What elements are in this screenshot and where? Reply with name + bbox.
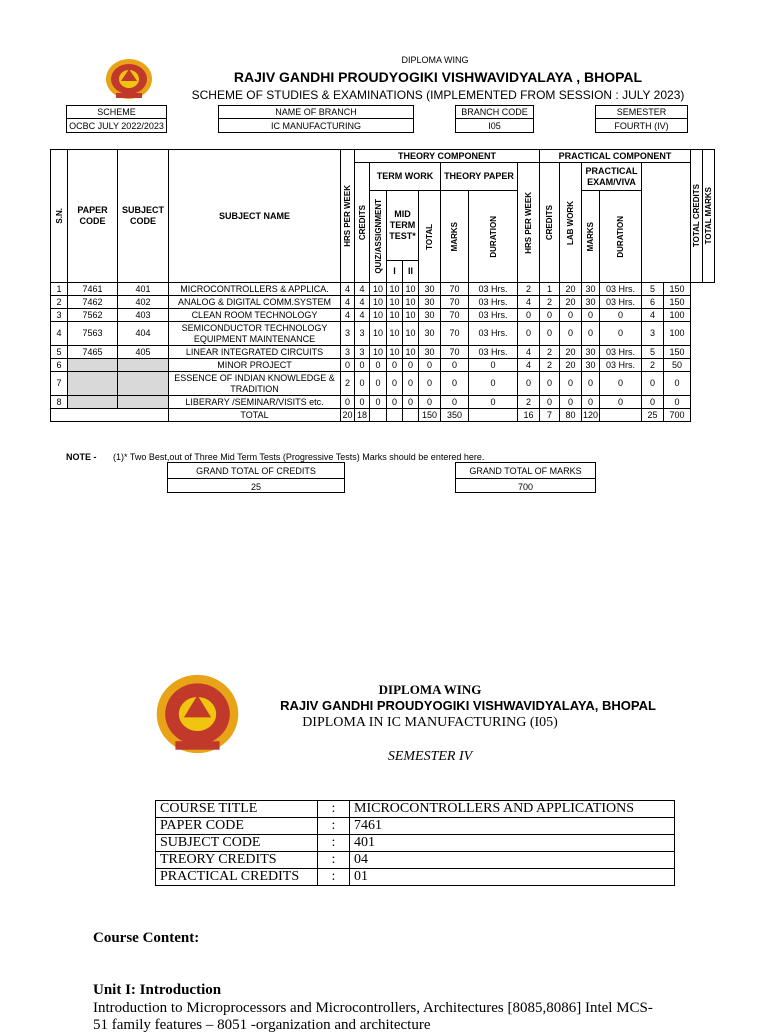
table-cell: 8 bbox=[51, 396, 68, 409]
header-marks: MARKS bbox=[441, 191, 469, 283]
table-cell: 0 bbox=[370, 359, 387, 372]
table-cell: 0 bbox=[560, 322, 582, 346]
total-cell bbox=[403, 409, 419, 422]
table-cell: 03 Hrs. bbox=[600, 346, 642, 359]
table-row bbox=[51, 283, 715, 296]
scheme-box bbox=[66, 105, 167, 133]
table-cell: 0 bbox=[560, 309, 582, 322]
course-value: MICROCONTROLLERS AND APPLICATIONS bbox=[350, 801, 675, 818]
header-p-duration: DURATION bbox=[600, 191, 642, 283]
header-subject-name: SUBJECT NAME bbox=[169, 150, 341, 283]
grand-marks-box bbox=[455, 462, 596, 493]
semester-label: SEMESTER bbox=[596, 106, 687, 119]
table-cell: 4 bbox=[355, 283, 370, 296]
table-cell: 7461 bbox=[68, 283, 118, 296]
total-cell: 80 bbox=[560, 409, 582, 422]
table-cell: 0 bbox=[370, 396, 387, 409]
table-cell: LIBERARY /SEMINAR/VISITS etc. bbox=[169, 396, 341, 409]
grand-credits-value: 25 bbox=[250, 481, 261, 492]
table-cell: 4 bbox=[518, 296, 540, 309]
table-cell: 2 bbox=[518, 283, 540, 296]
table-cell: ANALOG & DIGITAL COMM.SYSTEM bbox=[169, 296, 341, 309]
course-sep: : bbox=[318, 852, 350, 869]
table-cell: 0 bbox=[518, 372, 540, 396]
course-value: 01 bbox=[350, 869, 675, 886]
table-cell: 70 bbox=[441, 296, 469, 309]
table-cell: 0 bbox=[469, 396, 518, 409]
table-cell: 4 bbox=[518, 359, 540, 372]
table-cell: 10 bbox=[403, 283, 419, 296]
total-cell: TOTAL bbox=[169, 409, 341, 422]
table-cell: 150 bbox=[664, 283, 691, 296]
table-cell: 4 bbox=[341, 296, 355, 309]
total-cell bbox=[600, 409, 642, 422]
table-cell: MICROCONTROLLERS & APPLICA. bbox=[169, 283, 341, 296]
header-p-hrs: HRS PER WEEK bbox=[518, 163, 540, 283]
table-cell: 5 bbox=[51, 346, 68, 359]
scheme-value: OCBC JULY 2022/2023 bbox=[69, 120, 164, 131]
table-cell: 0 bbox=[540, 322, 560, 346]
table-cell: 402 bbox=[118, 296, 169, 309]
course-row bbox=[156, 835, 675, 852]
header-duration: DURATION bbox=[469, 191, 518, 283]
table-cell: 0 bbox=[582, 322, 600, 346]
table-cell: 0 bbox=[387, 396, 403, 409]
table-cell: 03 Hrs. bbox=[469, 322, 518, 346]
table-cell: 404 bbox=[118, 322, 169, 346]
table-cell: 0 bbox=[355, 359, 370, 372]
table-cell: 3 bbox=[355, 346, 370, 359]
unit1-text-2: 51 family features – 8051 -organization and architecture bbox=[93, 1017, 431, 1033]
table-cell: 03 Hrs. bbox=[600, 359, 642, 372]
table-cell: 150 bbox=[664, 346, 691, 359]
table-cell: 6 bbox=[642, 296, 664, 309]
table-cell: 10 bbox=[370, 309, 387, 322]
table-cell: 10 bbox=[403, 296, 419, 309]
table-row bbox=[51, 396, 715, 409]
header-mid-ii: II bbox=[403, 261, 419, 283]
grand-marks-label: GRAND TOTAL OF MARKS bbox=[456, 463, 595, 479]
table-cell: 10 bbox=[370, 322, 387, 346]
table-cell: 10 bbox=[370, 346, 387, 359]
table-cell: 10 bbox=[370, 296, 387, 309]
table-cell: 100 bbox=[664, 322, 691, 346]
table-cell: 4 bbox=[518, 346, 540, 359]
table-cell: 4 bbox=[355, 296, 370, 309]
table-cell: 10 bbox=[370, 283, 387, 296]
table-cell: 0 bbox=[664, 396, 691, 409]
course-row bbox=[156, 869, 675, 886]
table-cell: 2 bbox=[518, 396, 540, 409]
table-cell: 5 bbox=[642, 346, 664, 359]
table-cell: 20 bbox=[560, 296, 582, 309]
table-row bbox=[51, 309, 715, 322]
table-cell: 0 bbox=[582, 372, 600, 396]
wing-label: DIPLOMA WING bbox=[401, 55, 469, 65]
header-theory: THEORY COMPONENT bbox=[355, 150, 540, 163]
table-cell: 3 bbox=[642, 322, 664, 346]
table-cell: 4 bbox=[341, 283, 355, 296]
table-cell: 0 bbox=[540, 372, 560, 396]
branch-label: NAME OF BRANCH bbox=[219, 106, 413, 119]
course-label: SUBJECT CODE bbox=[156, 835, 318, 852]
header-quiz: QUIZ/ASSIGNMENT bbox=[370, 191, 387, 283]
header-p-credits: CREDITS bbox=[540, 163, 560, 283]
table-cell: 10 bbox=[387, 283, 403, 296]
table-row bbox=[51, 322, 715, 346]
header-hrs: HRS PER WEEK bbox=[341, 150, 355, 283]
course-label: COURSE TITLE bbox=[156, 801, 318, 818]
table-cell: 20 bbox=[560, 346, 582, 359]
table-cell: 30 bbox=[419, 309, 441, 322]
table-cell: 30 bbox=[582, 283, 600, 296]
p2-wing: DIPLOMA WING bbox=[378, 682, 482, 697]
course-value: 401 bbox=[350, 835, 675, 852]
note-text: (1)* Two Best,out of Three Mid Term Tests (Progressive Tests) Marks should be entered here. bbox=[113, 452, 485, 462]
total-cell: 18 bbox=[355, 409, 370, 422]
p2-program: DIPLOMA IN IC MANUFACTURING (I05) bbox=[302, 715, 558, 730]
table-cell: 7462 bbox=[68, 296, 118, 309]
table-cell: ESSENCE OF INDIAN KNOWLEDGE & TRADITION bbox=[169, 372, 341, 396]
semester-value: FOURTH (IV) bbox=[614, 120, 669, 131]
course-value: 04 bbox=[350, 852, 675, 869]
table-cell: 3 bbox=[355, 322, 370, 346]
table-cell: 0 bbox=[355, 396, 370, 409]
unit1-text: Introduction to Microprocessors and Microcontrollers, Architectures [8085,8086] Intel MCS- bbox=[93, 1000, 653, 1016]
table-cell: 0 bbox=[518, 322, 540, 346]
table-cell: 3 bbox=[341, 322, 355, 346]
table-cell: 401 bbox=[118, 283, 169, 296]
table-cell: 70 bbox=[441, 309, 469, 322]
course-sep: : bbox=[318, 801, 350, 818]
header-paper-code: PAPER CODE bbox=[68, 150, 118, 283]
table-cell: 20 bbox=[560, 359, 582, 372]
total-cell: 120 bbox=[582, 409, 599, 420]
table-cell: 0 bbox=[419, 372, 441, 396]
course-row bbox=[156, 852, 675, 869]
table-row bbox=[51, 296, 715, 309]
course-row bbox=[156, 801, 675, 818]
table-cell: 2 bbox=[642, 359, 664, 372]
branch-value: IC MANUFACTURING bbox=[271, 120, 361, 131]
table-cell: 3 bbox=[51, 309, 68, 322]
table-cell: 4 bbox=[355, 309, 370, 322]
header-p-marks: MARKS bbox=[582, 191, 600, 283]
table-cell: 0 bbox=[419, 359, 441, 372]
table-cell: 0 bbox=[642, 396, 664, 409]
table-cell: 30 bbox=[582, 296, 600, 309]
table-cell: 0 bbox=[341, 359, 355, 372]
table-cell: 2 bbox=[540, 359, 560, 372]
table-cell: 20 bbox=[560, 283, 582, 296]
p2-semester: SEMESTER IV bbox=[387, 749, 473, 764]
table-cell: 405 bbox=[118, 346, 169, 359]
table-cell: 0 bbox=[387, 359, 403, 372]
course-label: TREORY CREDITS bbox=[156, 852, 318, 869]
table-cell: 10 bbox=[403, 322, 419, 346]
table-cell: 30 bbox=[419, 296, 441, 309]
header-sn: S.N. bbox=[51, 150, 68, 283]
table-cell: 03 Hrs. bbox=[600, 283, 642, 296]
note bbox=[66, 452, 484, 462]
table-cell: CLEAN ROOM TECHNOLOGY bbox=[169, 309, 341, 322]
total-cell bbox=[387, 409, 403, 422]
table-row bbox=[51, 359, 715, 372]
table-cell: 5 bbox=[642, 283, 664, 296]
table-cell: 30 bbox=[582, 346, 600, 359]
table-cell bbox=[118, 372, 169, 396]
total-cell: 150 bbox=[419, 409, 441, 422]
table-cell: 0 bbox=[469, 359, 518, 372]
table-cell: 03 Hrs. bbox=[469, 283, 518, 296]
table-cell: 10 bbox=[403, 309, 419, 322]
table-cell: 0 bbox=[540, 396, 560, 409]
total-cell: 700 bbox=[664, 409, 691, 422]
table-cell: 70 bbox=[441, 346, 469, 359]
table-cell: 0 bbox=[403, 396, 419, 409]
total-cell: 16 bbox=[518, 409, 540, 422]
header-practical-exam: PRACTICAL EXAM/VIVA bbox=[582, 163, 642, 191]
table-cell: 3 bbox=[341, 346, 355, 359]
table-cell: 0 bbox=[419, 396, 441, 409]
total-cell: 350 bbox=[441, 409, 469, 422]
course-row bbox=[156, 818, 675, 835]
table-cell: 30 bbox=[419, 283, 441, 296]
table-cell: 150 bbox=[664, 296, 691, 309]
header-practical: PRACTICAL COMPONENT bbox=[540, 150, 691, 163]
note-label: NOTE - bbox=[66, 452, 97, 462]
table-cell: 0 bbox=[441, 359, 469, 372]
table-cell: 70 bbox=[441, 283, 469, 296]
table-cell: 2 bbox=[540, 346, 560, 359]
total-cell bbox=[51, 409, 169, 422]
unit1-heading: Unit I: Introduction bbox=[93, 982, 222, 998]
course-sep: : bbox=[318, 869, 350, 886]
course-sep: : bbox=[318, 835, 350, 852]
table-cell: 0 bbox=[469, 372, 518, 396]
table-cell: 0 bbox=[600, 309, 642, 322]
table-cell: 4 bbox=[51, 322, 68, 346]
table-cell: 0 bbox=[600, 372, 642, 396]
header-lab: LAB WORK bbox=[560, 163, 582, 283]
table-cell bbox=[68, 359, 118, 372]
table-cell: 10 bbox=[387, 322, 403, 346]
header-term-work: TERM WORK bbox=[370, 163, 441, 191]
table-cell: 100 bbox=[664, 309, 691, 322]
header-subject-code: SUBJECT CODE bbox=[118, 150, 169, 283]
scheme-table bbox=[50, 149, 715, 422]
grand-credits-label: GRAND TOTAL OF CREDITS bbox=[168, 463, 344, 479]
table-cell: 7 bbox=[51, 372, 68, 396]
table-cell: 03 Hrs. bbox=[600, 296, 642, 309]
table-cell: 0 bbox=[642, 372, 664, 396]
scheme-label: SCHEME bbox=[67, 106, 166, 119]
table-row bbox=[51, 372, 715, 396]
table-cell: 0 bbox=[518, 309, 540, 322]
course-label: PRACTICAL CREDITS bbox=[156, 869, 318, 886]
table-cell: 30 bbox=[582, 359, 600, 372]
table-cell: 403 bbox=[118, 309, 169, 322]
table-cell: 1 bbox=[51, 283, 68, 296]
total-cell bbox=[469, 409, 518, 422]
table-cell: MINOR PROJECT bbox=[169, 359, 341, 372]
branch-code-box bbox=[455, 105, 534, 133]
table-cell: 2 bbox=[341, 372, 355, 396]
total-cell bbox=[370, 409, 387, 422]
p2-university: RAJIV GANDHI PROUDYOGIKI VISHWAVIDYALAYA, BHOPAL bbox=[280, 698, 656, 713]
table-cell: 0 bbox=[664, 372, 691, 396]
table-cell: 4 bbox=[642, 309, 664, 322]
grand-marks-value: 700 bbox=[517, 481, 534, 492]
table-cell: 7562 bbox=[68, 309, 118, 322]
course-info-table bbox=[155, 800, 675, 886]
course-label: PAPER CODE bbox=[156, 818, 318, 835]
header-theory-paper: THEORY PAPER bbox=[441, 163, 518, 191]
table-cell: 0 bbox=[403, 372, 419, 396]
branch-box bbox=[218, 105, 414, 133]
table-cell: 0 bbox=[370, 372, 387, 396]
table-cell: 30 bbox=[419, 346, 441, 359]
table-cell: 0 bbox=[355, 372, 370, 396]
table-cell: 10 bbox=[387, 309, 403, 322]
table-cell: 0 bbox=[582, 309, 600, 322]
semester-box bbox=[595, 105, 688, 133]
table-cell: 03 Hrs. bbox=[469, 309, 518, 322]
total-row bbox=[51, 409, 715, 422]
total-cell: 25 bbox=[642, 409, 664, 422]
scheme-title: SCHEME OF STUDIES & EXAMINATIONS (IMPLEMENTED FROM SESSION : JULY 2023) bbox=[191, 88, 685, 102]
table-cell: 0 bbox=[341, 396, 355, 409]
header-total: TOTAL bbox=[419, 191, 441, 283]
table-cell: 7465 bbox=[68, 346, 118, 359]
table-cell: 0 bbox=[600, 396, 642, 409]
table-cell: 10 bbox=[387, 296, 403, 309]
table-cell: 03 Hrs. bbox=[469, 346, 518, 359]
table-cell: 10 bbox=[387, 346, 403, 359]
university-title: RAJIV GANDHI PROUDYOGIKI VISHWAVIDYALAYA , BHOPAL bbox=[233, 69, 643, 85]
table-cell: 0 bbox=[441, 372, 469, 396]
header-total-marks: TOTAL MARKS bbox=[703, 150, 715, 283]
table-cell: 0 bbox=[582, 396, 600, 409]
course-value: 7461 bbox=[350, 818, 675, 835]
grand-credits-box bbox=[167, 462, 345, 493]
table-cell: 03 Hrs. bbox=[469, 296, 518, 309]
table-cell: 7563 bbox=[68, 322, 118, 346]
table-cell: 2 bbox=[540, 296, 560, 309]
table-cell: 0 bbox=[540, 309, 560, 322]
total-cell: 20 bbox=[342, 409, 353, 420]
table-cell bbox=[118, 359, 169, 372]
course-sep: : bbox=[318, 818, 350, 835]
table-cell: 0 bbox=[600, 322, 642, 346]
table-cell bbox=[68, 396, 118, 409]
table-cell: 1 bbox=[540, 283, 560, 296]
table-cell: 0 bbox=[441, 396, 469, 409]
table-cell: LINEAR INTEGRATED CIRCUITS bbox=[169, 346, 341, 359]
table-cell: 0 bbox=[560, 396, 582, 409]
table-cell: 0 bbox=[560, 372, 582, 396]
header-mid-i: I bbox=[387, 261, 403, 283]
header-total-credits: TOTAL CREDITS bbox=[691, 150, 703, 283]
table-cell: 2 bbox=[51, 296, 68, 309]
table-cell: 6 bbox=[51, 359, 68, 372]
table-cell bbox=[118, 396, 169, 409]
branch-code-label: BRANCH CODE bbox=[456, 106, 533, 119]
header-mid-term: MID TERM TEST* bbox=[387, 191, 419, 261]
table-cell: 0 bbox=[387, 372, 403, 396]
table-row bbox=[51, 346, 715, 359]
table-cell: 70 bbox=[441, 322, 469, 346]
scheme-rows bbox=[51, 283, 715, 422]
table-cell: 4 bbox=[341, 309, 355, 322]
total-cell: 7 bbox=[540, 409, 560, 422]
table-cell bbox=[68, 372, 118, 396]
table-cell: SEMICONDUCTOR TECHNOLOGY EQUIPMENT MAINTENANCE bbox=[169, 322, 341, 346]
table-cell: 0 bbox=[403, 359, 419, 372]
course-content-heading: Course Content: bbox=[93, 930, 200, 946]
table-cell: 50 bbox=[664, 359, 691, 372]
header-credits: CREDITS bbox=[355, 163, 370, 283]
branch-code-value: I05 bbox=[488, 120, 501, 131]
table-cell: 10 bbox=[403, 346, 419, 359]
table-cell: 30 bbox=[419, 322, 441, 346]
